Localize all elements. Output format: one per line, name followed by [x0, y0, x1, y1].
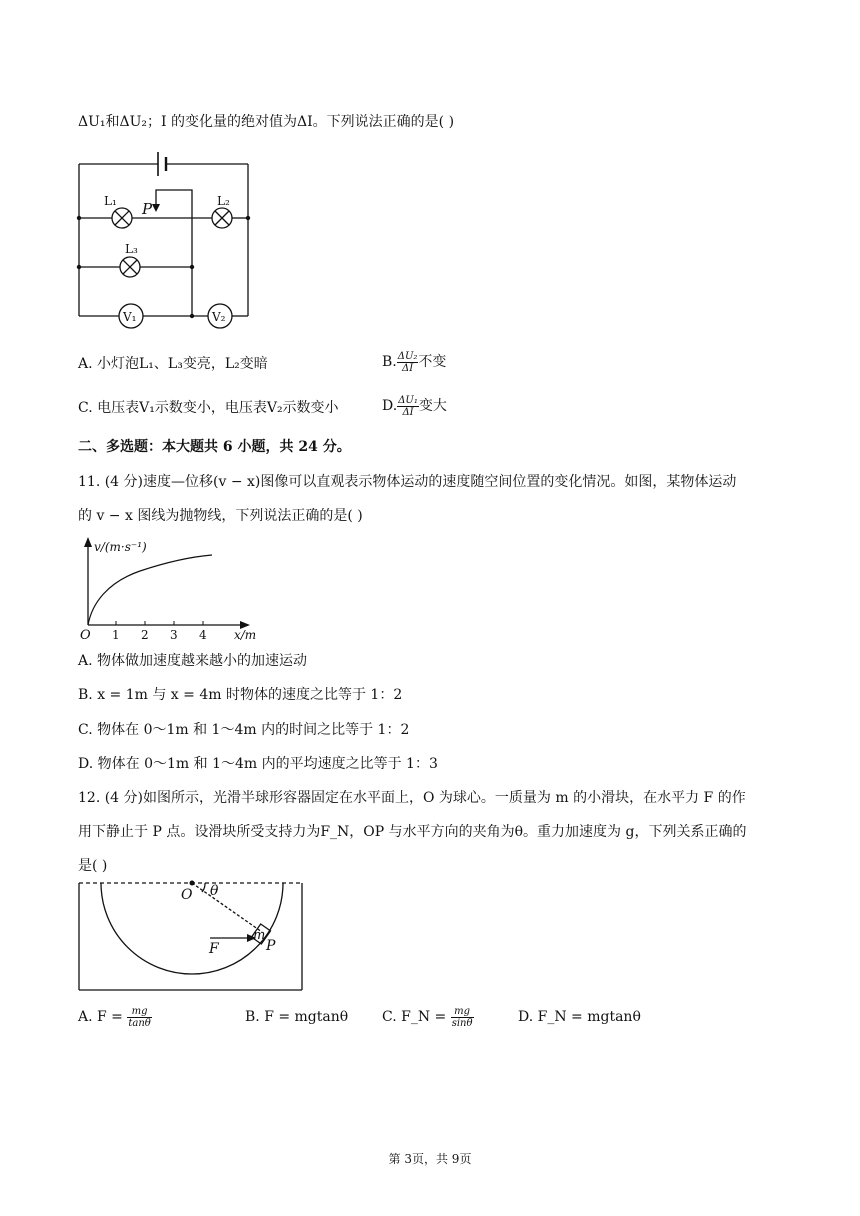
- fig-label-theta: θ: [210, 883, 219, 899]
- graph-tick-1: 1: [112, 628, 120, 642]
- q11-option-d: D. 物体在 0～1m 和 1～4m 内的平均速度之比等于 1：3: [78, 756, 438, 772]
- fig-label-o: O: [181, 887, 193, 903]
- q12-option-b: B. F = mgtanθ: [245, 1009, 349, 1025]
- q11-option-c: C. 物体在 0～1m 和 1～4m 内的时间之比等于 1：2: [78, 722, 410, 738]
- graph-ylabel: v/(m·s⁻¹): [94, 540, 147, 554]
- label-l3: L₃: [125, 242, 138, 256]
- label-p: P: [142, 200, 153, 218]
- q12-option-c: C. F_N = $\frac{mg}{\sin\theta}$: [382, 1005, 473, 1029]
- graph-tick-3: 3: [170, 628, 178, 642]
- graph-origin: O: [80, 628, 91, 643]
- q10-option-b: B. $\frac{\text{ΔU₂}}{\Delta I}$ 不变: [382, 350, 447, 374]
- page-footer: 第 3页，共 9页: [388, 1152, 472, 1166]
- q11-option-b: B. x = 1m 与 x = 4m 时物体的速度之比等于 1：2: [78, 687, 403, 703]
- q11-option-a: A. 物体做加速度越来越小的加速运动: [78, 653, 308, 669]
- label-v1: V₁: [123, 310, 137, 324]
- q10-option-d: D. $\frac{\text{ΔU₁}}{\Delta I}$ 变大: [382, 394, 447, 418]
- q10-option-a: A. 小灯泡L₁、L₃变亮，L₂变暗: [78, 356, 268, 372]
- graph-tick-2: 2: [141, 628, 149, 642]
- q12-option-a: A. F = $\frac{mg}{\tan\theta}$: [78, 1005, 151, 1029]
- q12-option-d: D. F_N = mgtanθ: [518, 1009, 641, 1025]
- fig-label-f: F: [209, 941, 219, 957]
- q10-intro: ΔU₁和ΔU₂；I 的变化量的绝对值为ΔI。下列说法正确的是( ): [78, 114, 455, 130]
- q10-option-c: C. 电压表V₁示数变小，电压表V₂示数变小: [78, 400, 339, 416]
- label-l2: L₂: [217, 194, 230, 208]
- q12-line2: 用下静止于 P 点。设滑块所受支持力为F_N，OP 与水平方向的夹角为θ。重力加速度为 g，下列关系正确的: [78, 824, 747, 840]
- q11-line2: 的 v − x 图线为抛物线，下列说法正确的是( ): [78, 508, 363, 524]
- label-v2: V₂: [212, 310, 226, 324]
- q11-line1: 11. (4 分)速度—位移(v − x)图像可以直观表示物体运动的速度随空间位置的变化情况。如图，某物体运动: [78, 474, 737, 490]
- graph-xlabel: x/m: [234, 628, 257, 642]
- q12-line1: 12. (4 分)如图所示，光滑半球形容器固定在水平面上，O 为球心。一质量为 m 的小滑块，在水平力 F 的作: [78, 790, 746, 806]
- fig-label-m: m: [253, 928, 266, 943]
- section-heading: 二、多选题：本大题共 6 小题，共 24 分。: [78, 439, 351, 455]
- q12-line3: 是( ): [78, 858, 108, 874]
- fig-label-p: P: [266, 938, 276, 954]
- graph-tick-4: 4: [199, 628, 207, 642]
- label-l1: L₁: [104, 194, 117, 208]
